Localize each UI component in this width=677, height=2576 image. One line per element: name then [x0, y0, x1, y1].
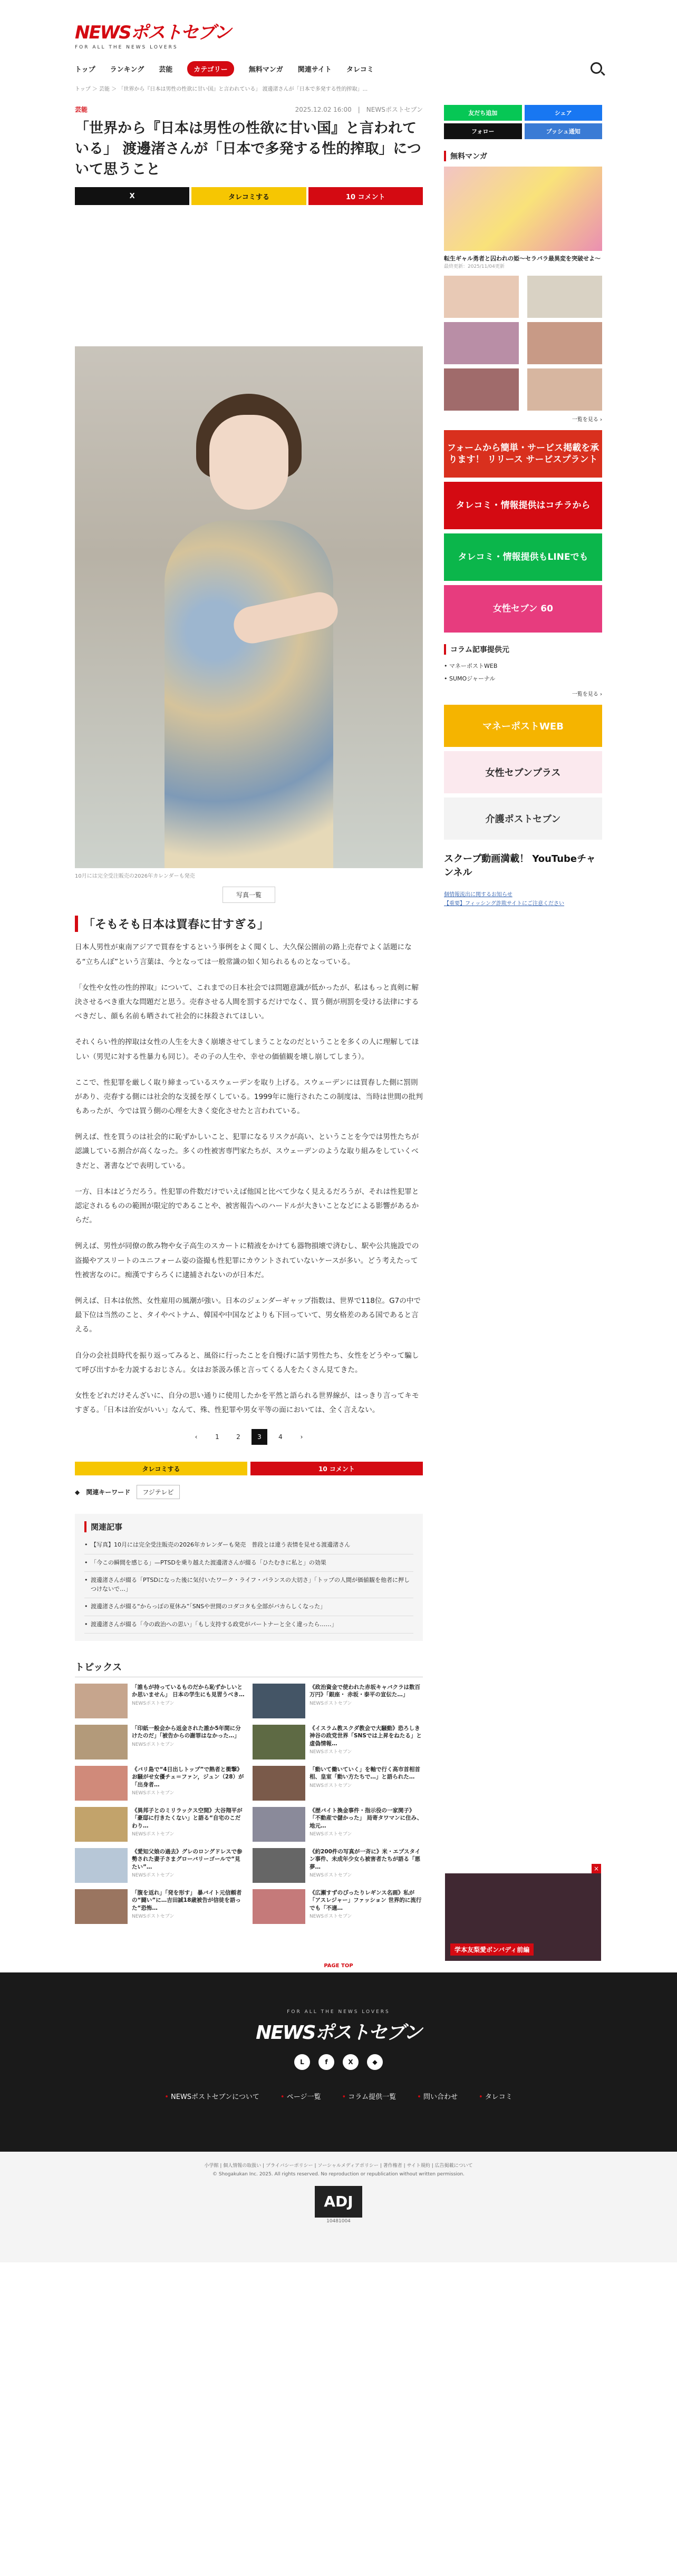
share-x-button[interactable]: X [75, 187, 189, 205]
topic-title: 「誰もが持っているものだから恥ずかしいとか思いません」 日本の学生にも見習うべき… [132, 1684, 245, 1698]
keyword-tag[interactable]: フジテレビ [137, 1485, 179, 1499]
topic-text [132, 1725, 245, 1761]
paragraph: 自分の会社員時代を振り返ってみると、風俗に行ったことを自慢げに話す男性たち、女性をどうやって騙して呼び出すかを力説するおじさん。女はお茶汲み係と言ってくる人をたくさん見てきた。 [75, 1351, 419, 1374]
topic-thumb [253, 1807, 305, 1842]
paragraph: ここで、性犯罪を厳しく取り締まっているスウェーデンを取り上げる。スウェーデンには買春した側に罰則があり、売春する側には社会的な支援を厚くしている。1999年に施行されたこの制度は、当時は世間の批判もあったが、今では買う側の心理を大きく変化させたと言われている。 [75, 1078, 423, 1116]
topic-title: 《イスラム教スクダ教会で大騒動》恐ろしき神谷の政党世界「SNSでは上昇をねたる」と虚偽情報… [310, 1725, 422, 1747]
footer-logo[interactable]: NEWSポストセブン [256, 2022, 421, 2044]
nav-manga[interactable]: 無料マンガ [248, 65, 283, 74]
comments-button-bottom[interactable]: 10 コメント [250, 1462, 423, 1475]
external-banners [444, 705, 602, 886]
share-bar [75, 187, 423, 205]
related-articles [75, 1514, 423, 1641]
related-item[interactable]: • 【写真】10月には完全受注販売の2026年カレンダーも発売 普段とは違う表情を見せる渡邊渚さん [84, 1537, 413, 1554]
related-title: 関連記事 [84, 1521, 413, 1532]
article-date: 2025.12.02 16:00 [295, 106, 352, 113]
topic-item[interactable] [75, 1807, 245, 1843]
sns-button[interactable]: プッシュ通知 [525, 123, 603, 139]
photo-dress [165, 520, 333, 868]
footer-tagline: FOR ALL THE NEWS LOVERS [287, 2009, 390, 2015]
nav-ranking[interactable]: ランキング [110, 65, 144, 74]
topic-text [310, 1766, 423, 1802]
footer-link[interactable]: • NEWSポストセブンについて [165, 2091, 259, 2101]
topic-source: NEWSポストセブン [132, 1913, 175, 1919]
topic-thumb [75, 1725, 128, 1760]
article-meta: 芸能 2025.12.02 16:00 | NEWSポストセブン [75, 106, 423, 113]
topic-source: NEWSポストセブン [310, 1872, 352, 1878]
pager-prev[interactable]: ‹ [195, 1433, 198, 1441]
footer-link[interactable]: • コラム提供一覧 [342, 2091, 396, 2101]
topic-title: 「印紙一般会から返金された誰か5年間に分けたのだ」「被告からの謝罪はなかった…」 [132, 1725, 241, 1739]
article-category[interactable]: 芸能 [75, 106, 88, 113]
pager-next[interactable]: › [300, 1433, 303, 1441]
close-icon[interactable]: × [592, 1864, 601, 1873]
topic-text [132, 1807, 245, 1843]
topic-title: 《バリ島で“4日出しトップ”で熱者と衝撃》お騒がせ女優チェ＝ファン，ジュン（28）が「出身者… [132, 1766, 244, 1788]
external-banner[interactable]: 女性セブンプラス [444, 751, 602, 793]
copyright: © Shogakukan Inc. 2025. All rights reserved. No reproduction or republication without written permission. [212, 2171, 465, 2177]
adj-logo: ADJ [315, 2186, 362, 2218]
paragraph: 一方、日本はどうだろう。性犯罪の件数だけでいえば他国と比べて少なく見えるだろうが、それは性犯罪と認定されるものの範囲が限定的であることや、被害報告へのハードルが大きいことなどによる影響があるからだ。 [75, 1187, 419, 1225]
facebook-icon[interactable]: f [318, 2054, 334, 2070]
topic-source: NEWSポストセブン [132, 1831, 175, 1837]
manga-thumb[interactable] [444, 368, 519, 411]
topic-title: 《広瀬すずのぴったりレギンス名画》私が「アスレジャー」ファッション 世界的に流行でも「不適… [310, 1890, 422, 1911]
topic-item[interactable] [253, 1725, 423, 1761]
column-more-link[interactable]: 一覧を見る › [572, 692, 602, 698]
manga-thumb[interactable] [444, 276, 519, 318]
footer-link[interactable]: • ページ一覧 [281, 2091, 321, 2101]
video-title: 学本友梨愛ボンバディ前編 [450, 1943, 534, 1956]
topic-item[interactable] [75, 1889, 245, 1925]
sns-buttons [444, 105, 602, 139]
topic-source: NEWSポストセブン [310, 1831, 352, 1837]
breadcrumb[interactable]: トップ ＞ 芸能 ＞ 「世界から『日本は男性の性欲に甘い国』と言われている」 渡邊渚さんが「日本で多発する性的搾取」... [75, 86, 368, 92]
x-icon[interactable]: X [343, 2054, 359, 2070]
logo-tagline: FOR ALL THE NEWS LOVERS [75, 45, 178, 50]
tarekomi-button-bottom[interactable]: タレコミする [75, 1462, 247, 1475]
logo-text: NEWSポストセブン [75, 22, 231, 43]
manga-main-title[interactable]: 転生ギャル勇者と囚われの姫〜セラバラ最異変を突破せよ〜 [444, 255, 601, 262]
related-item[interactable]: • 渡邊渚さんが綴る“からっぽの夏休み”「SNSや世間のコダコタも全部がバカらしくなった」 [84, 1598, 413, 1616]
manga-date: 最終更新：2025/11/04更新 [444, 264, 505, 269]
bottom-action-bar [75, 1462, 423, 1475]
topic-item[interactable] [75, 1848, 245, 1884]
topic-text [310, 1807, 423, 1843]
column-item[interactable]: • SUMOジャーナル [444, 673, 602, 685]
adj-number: 10481004 [326, 2218, 351, 2224]
site-logo[interactable] [75, 18, 230, 50]
topic-item[interactable] [253, 1807, 423, 1843]
footer-link[interactable]: • タレコミ [479, 2091, 512, 2101]
column-list [444, 660, 602, 685]
manga-title: 無料マンガ [444, 151, 602, 161]
topic-item[interactable] [75, 1684, 245, 1719]
related-item[interactable]: • 渡邊渚さんが綴る「PTSDになった後に気付いたワーク・ライフ・バランスの大切さ」「トップの人間が価値観を他者に押しつけないで…」 [84, 1572, 413, 1598]
topic-item[interactable] [253, 1848, 423, 1884]
manga-thumb[interactable] [527, 368, 602, 411]
topic-source: NEWSポストセブン [310, 1783, 352, 1788]
footer-link[interactable]: • 問い合わせ [417, 2091, 458, 2101]
external-banner[interactable]: 介護ポストセブン [444, 798, 602, 840]
pager-page-3[interactable]: 3 [252, 1429, 267, 1445]
photo-caption: 10月には完全受注販売の2026年カレンダーも発売 [75, 873, 195, 880]
topic-text [310, 1848, 423, 1884]
side-banners [444, 430, 602, 633]
sidebar [444, 105, 602, 1925]
floating-video[interactable] [444, 1865, 602, 1962]
sns-button[interactable]: 友だち追加 [444, 105, 522, 121]
column-title: コラム記事提供元 [444, 644, 602, 655]
paragraph: 例えば、日本は依然、女性雇用の風潮が強い。日本のジェンダーギャップ指数は、世界で118位。G7の中で最下位は当然のこと、タイやベトナム、韓国や中国などよりも下回っていて、男女格差のある国であると言える。 [75, 1296, 421, 1334]
paragraph: それくらい性的搾取は女性の人生を大きく崩壊させてしまうことなのだということを多くの人に理解してほしい（男児に対する性暴力も同じ）。その子の人生や、幸せの価値観を壊し崩してしまう）。 [75, 1038, 419, 1061]
sns-button[interactable]: フォロー [444, 123, 522, 139]
article-main [75, 105, 423, 1925]
nav-top[interactable]: トップ [75, 65, 95, 74]
topics-section [75, 1660, 423, 1925]
topic-thumb [253, 1848, 305, 1883]
column-item[interactable]: • マネーポストWEB [444, 660, 602, 673]
manga-thumb[interactable] [527, 276, 602, 318]
pager-page-4[interactable]: 4 [278, 1433, 283, 1441]
side-banner[interactable]: フォームから簡単・サービス掲載を承ります！ リリース サービスプラント [444, 430, 602, 478]
manga-more-link[interactable]: 一覧を見る › [572, 417, 602, 423]
push-icon[interactable]: ◆ [367, 2054, 383, 2070]
photo-list-button[interactable]: 写真一覧 [223, 887, 275, 903]
topic-title: 「動いて働いていく」を軸で行く高市首相首相、皇室「動い方たちで…」と語られた… [310, 1766, 420, 1781]
pager-page-1[interactable]: 1 [215, 1433, 219, 1441]
notice-link[interactable]: 【重要】フィッシング詐欺サイトにご注意ください [444, 901, 565, 907]
tarekomi-button[interactable]: タレコミする [191, 187, 306, 205]
nav-category[interactable]: カテゴリー [187, 61, 234, 76]
side-banner[interactable]: タレコミ・情報提供はコチラから [444, 482, 602, 529]
comments-button[interactable]: 10 コメント [308, 187, 423, 205]
pager-page-2[interactable]: 2 [236, 1433, 240, 1441]
footer-sns [0, 2054, 677, 2070]
topic-thumb [253, 1684, 305, 1718]
page-top-link[interactable]: PAGE TOP [324, 1963, 353, 1969]
nav-entertainment[interactable]: 芸能 [159, 65, 173, 74]
topic-thumb [75, 1807, 128, 1842]
topic-text [310, 1725, 423, 1761]
external-banner[interactable]: スクープ動画満載！ YouTubeチャンネル [444, 844, 602, 886]
global-nav [75, 58, 602, 79]
topics-title: トピックス [75, 1660, 423, 1677]
topic-source: NEWSポストセブン [132, 1700, 175, 1706]
related-item[interactable]: • 「今この瞬間を感じる」—PTSDを乗り越えた渡邊渚さんが綴る「ひたむきに私と」の効果 [84, 1554, 413, 1572]
topics-grid [75, 1684, 423, 1925]
site-header [75, 0, 602, 58]
search-icon[interactable] [591, 62, 602, 74]
topic-title: 《政治資金で使われた赤坂キャバクラは数百万円》「銀座・ 赤坂・泰平の宣伝た…」 [310, 1684, 420, 1698]
manga-thumb-main[interactable] [444, 167, 602, 251]
article-photo[interactable] [75, 346, 423, 868]
site-footer [0, 1963, 677, 2152]
topic-text [310, 1889, 423, 1925]
topic-item[interactable] [253, 1684, 423, 1719]
topic-title: 《異邦子とのミリラックス空間》大谷翔平が「豪邸に行きたくない」と語る“自宅のこだわり… [132, 1807, 243, 1829]
topic-source: NEWSポストセブン [310, 1913, 352, 1919]
sns-button[interactable]: シェア [525, 105, 603, 121]
topic-thumb [75, 1889, 128, 1924]
article-source: NEWSポストセブン [366, 106, 423, 113]
side-banner[interactable]: 女性セブン 60 [444, 585, 602, 633]
article-heading: 「そもそも日本は買春に甘すぎる」 [75, 916, 423, 932]
manga-grid [444, 276, 602, 411]
pagination [75, 1429, 423, 1445]
topic-text [132, 1684, 245, 1719]
manga-thumb[interactable] [444, 322, 519, 364]
topic-thumb [253, 1725, 305, 1760]
paragraph: 例えば、性を買うのは社会的に恥ずかしいこと、犯罪になるリスクが高い、ということを今では男性たちが認識している割合が高くなった。多くの性被害専門家たちが、スウェーデンのような取り組みをしていくべきだと、著書などで表明している。 [75, 1133, 419, 1170]
topic-text [310, 1684, 423, 1719]
nav-related[interactable]: 関連サイト [297, 65, 332, 74]
keywords-label: 関連キーワード [86, 1489, 131, 1496]
topic-title: 《歴バイト換金事件・指示役の一家関子》「不動産で儲かった」 局寄タワマンに住み、地元… [310, 1807, 423, 1829]
topic-item[interactable] [253, 1766, 423, 1802]
topic-title: 《約200件の写真が一斉に》米・エプスタイン事件、未成年少女ら被害者たちが語る「悪夢… [310, 1849, 421, 1870]
notice-link[interactable]: 個情報流出に関するお知らせ [444, 892, 512, 898]
topic-title: 「腹を返れ」「発を形す」 暴バイト元信頼者の“闘い”に…吉田誠18歳被告が信徒を語った“恐怖… [132, 1890, 242, 1911]
paragraph: 「女性や女性の性的搾取」について、これまでの日本社会では問題意識が低かったが、私はもっと真剣に解決させるべき重大な問題だと思う。売春させる人間を罰するだけでなく、買う側が刑罰を受ける法律にするべきだし、顔も名前も晒されて社会的に抹殺されてほしい。 [75, 983, 419, 1021]
paragraph: 日本人男性が東南アジアで買春をするという事例をよく聞くし、大久保公園前の路上売春でよく話題になる“立ちんぼ”という言葉は、今となっては一般常識の如く知られるものとなっている。 [75, 943, 412, 966]
article-title: 「世界から『日本は男性の性欲に甘い国』と言われている」 渡邊渚さんが「日本で多発する性的搾取」について思うこと [75, 120, 421, 178]
topic-source: NEWSポストセブン [310, 1700, 352, 1706]
footer-links [0, 2091, 677, 2101]
related-keywords [75, 1485, 423, 1499]
topic-title: 《愛知父娘の過去》グレのロングドレスで参勢された妻子さまグローバリーゴールで“見たい”… [132, 1849, 243, 1870]
paragraph: 例えば、男性が同僚の飲み物や女子高生のスカートに精液をかけても器物損壊で済むし、駅や公共施設での盗撮やアスリートのユニフォーム姿の盗撮も性犯罪にカウントされていないケースが多い。どう考えたって性被害なのに。痴漢ですらろくに逮捕されないのが日本だ。 [75, 1242, 419, 1279]
topic-item[interactable] [75, 1725, 245, 1761]
topic-thumb [75, 1766, 128, 1801]
topic-thumb [75, 1848, 128, 1883]
topic-thumb [75, 1684, 128, 1718]
topic-source: NEWSポストセブン [132, 1790, 175, 1796]
topic-item[interactable] [75, 1766, 245, 1802]
footer-bottom [0, 2152, 677, 2262]
line-icon[interactable]: L [294, 2054, 310, 2070]
topic-text [132, 1848, 245, 1884]
nav-tarekomi[interactable]: タレコミ [346, 65, 374, 74]
topic-text [132, 1889, 245, 1925]
legal-links[interactable]: 小学館 | 個人情報の取扱い | プライバシーポリシー | ソーシャルメディアポリシー | 著作権者 | サイト規約 | 広告掲載について [204, 2163, 473, 2169]
topic-thumb [253, 1766, 305, 1801]
topic-text [132, 1766, 245, 1802]
topic-thumb [253, 1889, 305, 1924]
topic-source: NEWSポストセブン [132, 1742, 175, 1747]
topic-source: NEWSポストセブン [132, 1872, 175, 1878]
topic-item[interactable] [253, 1889, 423, 1925]
paragraph: 女性をどれだけそんざいに、自分の思い通りに使用したかを平然と語られる世界線が、はっきり言ってキモすぎる。「日本は治安がいい」なんて、殊、性犯罪や男女平等の面においては、全く言えない。 [75, 1391, 419, 1415]
external-banner[interactable]: マネーポストWEB [444, 705, 602, 747]
side-banner[interactable]: タレコミ・情報提供もLINEでも [444, 533, 602, 581]
related-item[interactable]: • 渡邊渚さんが綴る「今の政治への思い」「もし支持する政党がパートナーと全く違ったら……」 [84, 1616, 413, 1634]
photo-face [209, 415, 288, 510]
tag-icon: ◆ [75, 1488, 80, 1496]
manga-thumb[interactable] [527, 322, 602, 364]
topic-source: NEWSポストセブン [310, 1749, 352, 1755]
